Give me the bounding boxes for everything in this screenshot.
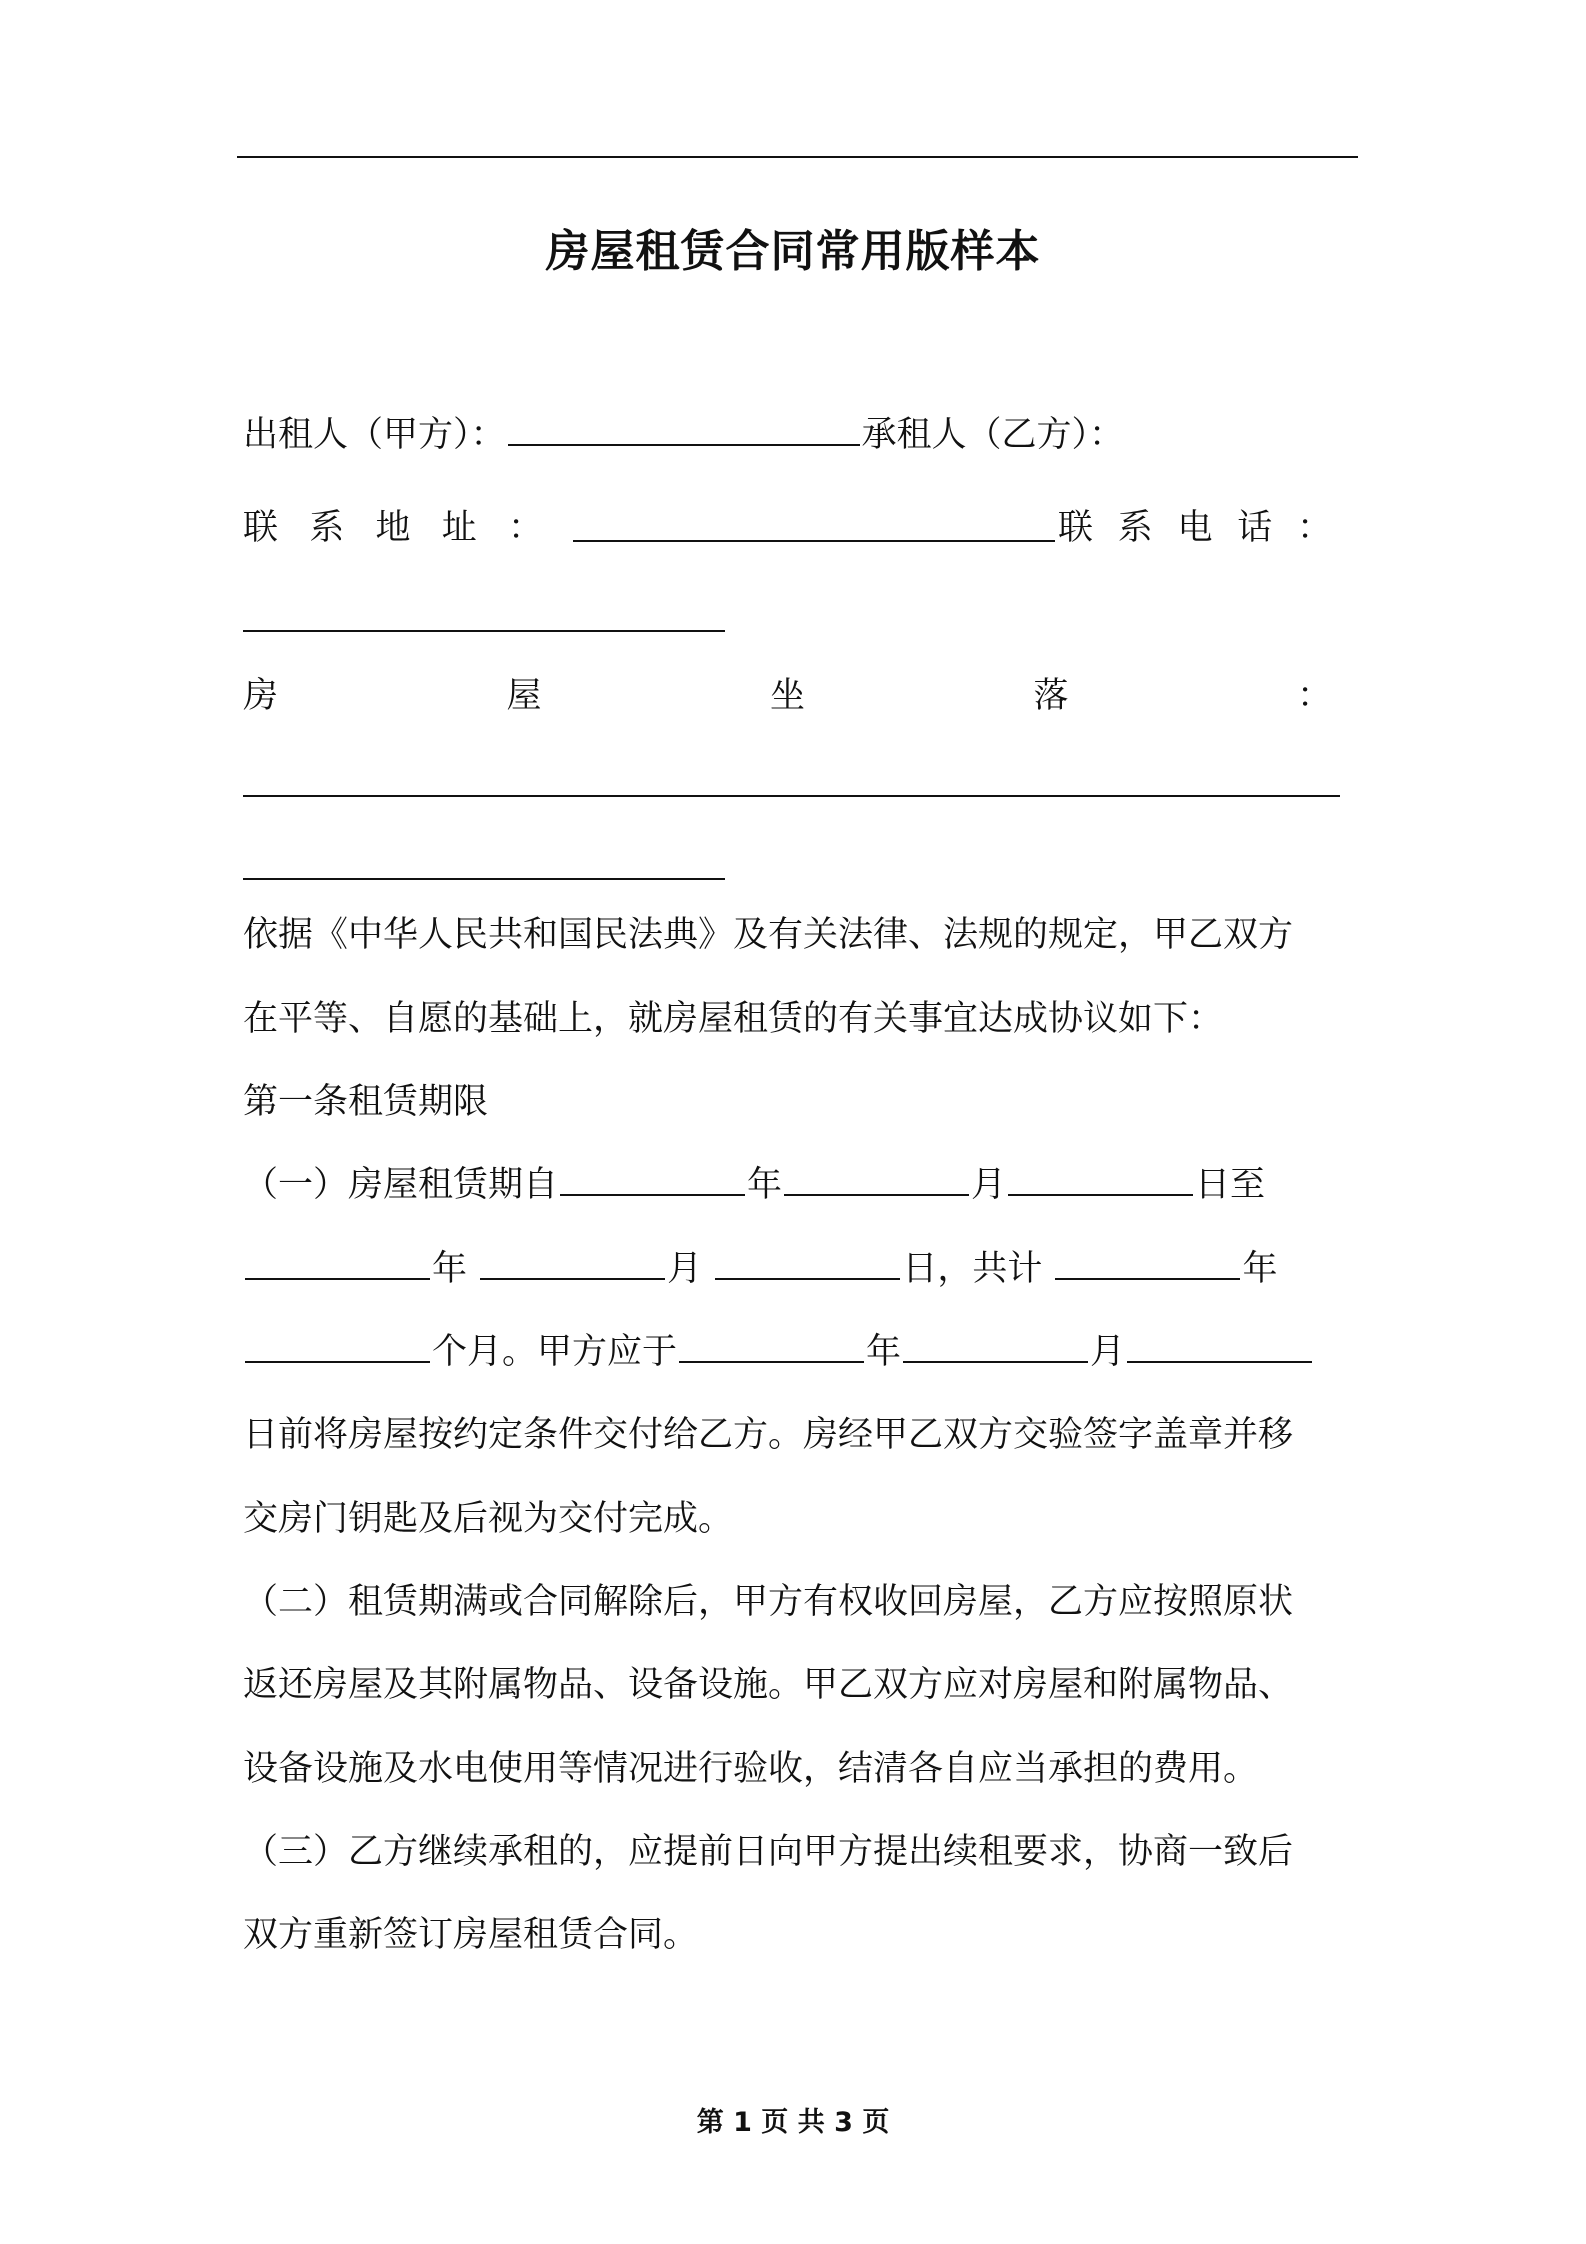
- preamble-line-1: 依据《中华人民共和国民法典》及有关法律、法规的规定，甲乙双方: [243, 915, 1294, 955]
- address-blank[interactable]: [573, 540, 1055, 542]
- phone-label: 联 系 电 话 ：: [1058, 508, 1332, 548]
- end-day-blank[interactable]: [715, 1276, 900, 1280]
- lessor-blank[interactable]: [508, 442, 860, 446]
- deliver-year-blank[interactable]: [679, 1359, 864, 1363]
- end-month-blank[interactable]: [480, 1276, 665, 1280]
- start-month-blank[interactable]: [784, 1192, 969, 1196]
- deliver-day-blank[interactable]: [1127, 1359, 1312, 1363]
- start-day-blank[interactable]: [1008, 1192, 1193, 1196]
- clause-1-line-2: 年 月 日，共计 年: [243, 1250, 1277, 1289]
- page-total: 3: [834, 2107, 853, 2138]
- clause-1-line-5: 交房门钥匙及后视为交付完成。: [243, 1499, 734, 1539]
- clause-2-line-1: （二）租赁期满或合同解除后，甲方有权收回房屋，乙方应按照原状: [243, 1582, 1294, 1622]
- party-line: [243, 416, 1124, 455]
- page-suffix: 页: [862, 2107, 890, 2138]
- clause-1-line-4: 日前将房屋按约定条件交付给乙方。房经甲乙双方交验签字盖章并移: [243, 1415, 1294, 1455]
- header-rule: [237, 156, 1358, 158]
- deliver-month-blank[interactable]: [903, 1359, 1088, 1363]
- address-label: 联 系 地 址 ：: [243, 508, 543, 548]
- clause-1-line-3: 个月。甲方应于 年 月: [243, 1333, 1314, 1372]
- page-number-footer: [0, 2100, 1586, 2139]
- article-1-title: 第一条租赁期限: [243, 1082, 489, 1122]
- document-title: 房屋租赁合同常用版样本: [545, 226, 1041, 277]
- clause-1-line-1: （一）房屋租赁期自 年 月 日至: [243, 1165, 1266, 1205]
- page-middle: 页 共: [761, 2107, 825, 2138]
- clause-3-line-2: 双方重新签订房屋租赁合同。: [243, 1915, 699, 1955]
- location-label: 房 屋 坐 落 ：: [243, 676, 1332, 716]
- lessee-label: 承租人（乙方）：: [861, 415, 1125, 455]
- end-year-blank[interactable]: [245, 1276, 430, 1280]
- clause-2-line-3: 设备设施及水电使用等情况进行验收，结清各自应当承担的费用。: [243, 1749, 1259, 1789]
- total-years-blank[interactable]: [1055, 1276, 1240, 1280]
- contact-line: [243, 500, 1332, 548]
- total-months-blank[interactable]: [245, 1359, 430, 1363]
- page-prefix: 第: [696, 2107, 724, 2138]
- preamble-line-2: 在平等、自愿的基础上，就房屋租赁的有关事宜达成协议如下：: [243, 999, 1224, 1039]
- clause-3-line-1: （三）乙方继续承租的，应提前日向甲方提出续租要求，协商一致后: [243, 1832, 1294, 1872]
- start-year-blank[interactable]: [560, 1192, 745, 1196]
- location-blank-2[interactable]: [243, 878, 725, 880]
- page-current: 1: [733, 2107, 752, 2138]
- phone-blank[interactable]: [243, 630, 725, 632]
- location-blank-1[interactable]: [243, 795, 1340, 797]
- clause-2-line-2: 返还房屋及其附属物品、设备设施。甲乙双方应对房屋和附属物品、: [243, 1665, 1294, 1705]
- lessor-label: 出租人（甲方）：: [243, 415, 506, 455]
